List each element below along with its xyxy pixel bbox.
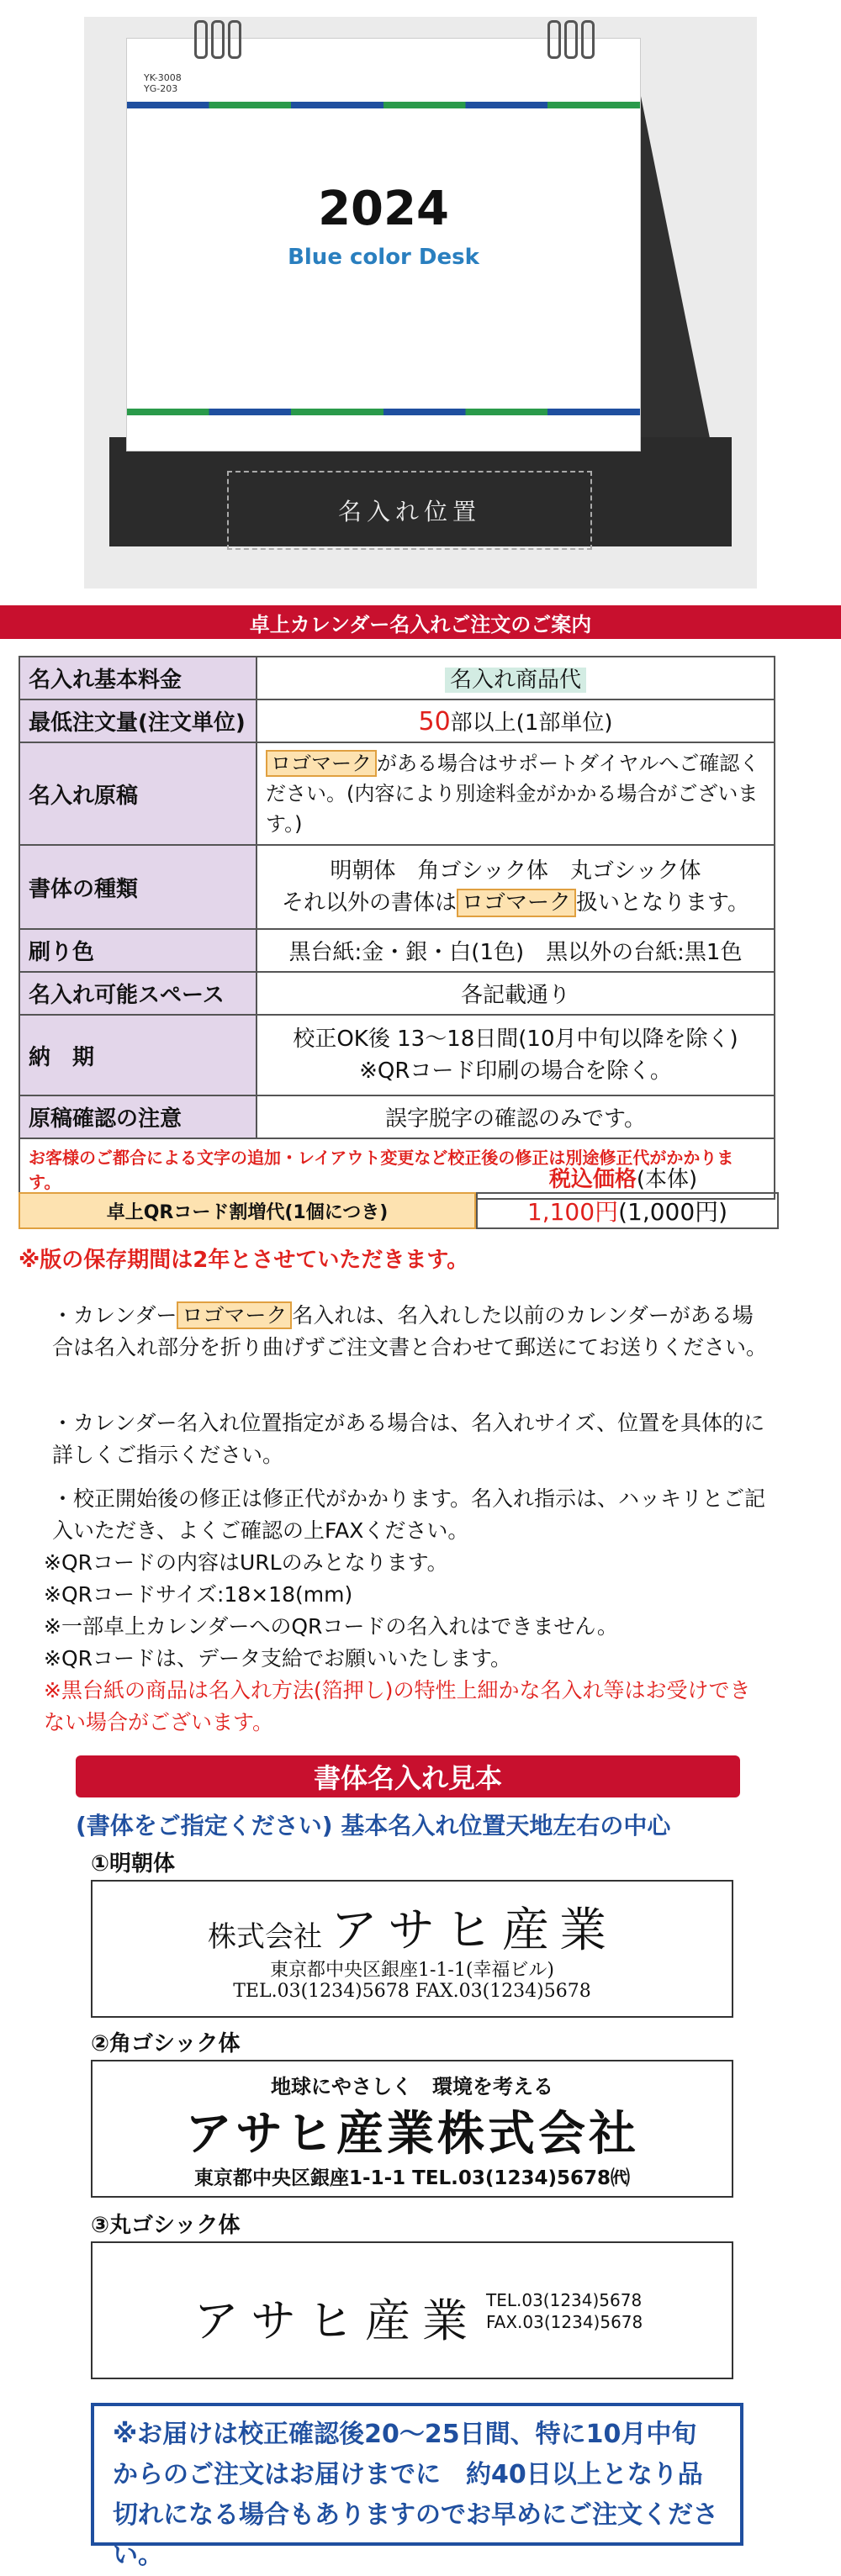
company-fax: FAX.03(1234)5678: [486, 2312, 643, 2332]
row-value: がある場合はサポートダイヤルへご確認ください。(内容により別途料金がかかる場合がございます。): [266, 752, 760, 836]
table-row: [19, 742, 775, 845]
company-address: 東京都中央区銀座1-1-1 TEL.03(1234)5678㈹: [194, 2167, 630, 2189]
ring-icon: [547, 20, 561, 59]
company-address: 東京都中央区銀座1-1-1(幸福ビル): [269, 1960, 555, 1981]
note-qr-data: ※QRコードは、データ支給でお願いいたします。: [44, 1646, 511, 1671]
table-row: [19, 845, 775, 929]
order-guide-banner: 卓上カレンダー名入れご注文のご案内: [0, 605, 841, 639]
font-list: 明朝体 角ゴシック体 丸ゴシック体: [330, 858, 701, 884]
row-value: 扱いとなります。: [576, 890, 749, 916]
row-value: 黒台紙:金・銀・白(1色) 黒以外の台紙:黒1色: [257, 929, 775, 972]
calendar-product-name: Blue color Desk: [288, 245, 479, 270]
logo-mark-tag: ロゴマーク: [266, 750, 377, 777]
row-header: 原稿確認の注意: [19, 1095, 257, 1138]
company-name: アサヒ産業: [331, 1903, 616, 1958]
row-value: 各記載通り: [257, 972, 775, 1015]
company-name: アサヒ産業: [193, 2294, 479, 2347]
price-label: 税込価格(本体): [548, 1167, 698, 1192]
company-name: アサヒ産業株式会社: [185, 2107, 639, 2162]
table-row: [19, 1015, 775, 1095]
table-row: [19, 972, 775, 1015]
row-value: 誤字脱字の確認のみです。: [257, 1095, 775, 1138]
min-quantity: 50: [418, 707, 451, 736]
note-qr-size: ※QRコードサイズ:18×18(mm): [44, 1582, 353, 1607]
ring-icon: [581, 20, 595, 59]
qr-surcharge-label: 卓上QRコード割増代(1個につき): [19, 1192, 476, 1229]
ring-icon: [211, 20, 225, 59]
product-code: YK-3008 YG-203: [144, 72, 182, 94]
delivery-notice: ※お届けは校正確認後20～25日間、特に10月中旬からのご注文はお届けまでに 約40日以上となり品切れになる場合もありますのでお早めにご注文ください。: [91, 2403, 743, 2546]
sample-box-mincho: [91, 1880, 733, 2018]
sample-label-mincho: ①明朝体: [91, 1851, 176, 1877]
company-prefix: 株式会社: [208, 1920, 322, 1954]
delivery-note: ※QRコード印刷の場合を除く。: [359, 1058, 672, 1084]
ring-icon: [564, 20, 578, 59]
note-black-board: ※黒台紙の商品は名入れ方法(箔押し)の特性上細かな名入れ等はお受けできない場合がございます。: [44, 1678, 751, 1734]
row-header: 名入れ基本料金: [19, 657, 257, 699]
row-header: 名入れ原稿: [19, 742, 257, 845]
revision-warning: お客様のご都合による文字の追加・レイアウト変更など校正後の修正は別途修正代がかかります。: [19, 1138, 775, 1199]
row-header: 最低注文量(注文単位): [19, 699, 257, 742]
sample-label-maru: ③丸ゴシック体: [91, 2213, 241, 2238]
font-sample-subtitle: (書体をご指定ください) 基本名入れ位置天地左右の中心: [76, 1812, 671, 1840]
top-stripe: [127, 102, 640, 108]
row-value: それ以外の書体は: [282, 890, 458, 916]
row-header: 刷り色: [19, 929, 257, 972]
ring-icon: [228, 20, 241, 59]
row-header: 名入れ可能スペース: [19, 972, 257, 1015]
plate-retention-note: ※版の保存期間は2年とさせていただきます。: [19, 1248, 469, 1273]
company-tel: TEL.03(1234)5678 FAX.03(1234)5678: [233, 1981, 591, 2002]
font-sample-title: 書体名入れ見本: [76, 1755, 740, 1797]
delivery-period: 校正OK後 13～18日間(10月中旬以降を除く): [293, 1027, 738, 1052]
company-tel: TEL.03(1234)5678: [486, 2290, 643, 2310]
sample-label-kaku: ②角ゴシック体: [91, 2031, 241, 2056]
logo-mark-tag: ロゴマーク: [457, 889, 576, 917]
note-qr-limit: ※一部卓上カレンダーへのQRコードの名入れはできません。: [44, 1614, 618, 1639]
sample-box-kaku: [91, 2060, 733, 2198]
table-row: [19, 657, 775, 699]
logo-mark-tag: ロゴマーク: [177, 1301, 292, 1329]
name-area: 名入れ位置: [227, 471, 592, 550]
calendar-year: 2024: [318, 182, 449, 236]
row-value: 名入れ商品代: [445, 668, 586, 693]
note-position: ・カレンダー名入れ位置指定がある場合は、名入れサイズ、位置を具体的に詳しくご指示ください。: [52, 1411, 765, 1467]
order-info-table: [19, 656, 775, 1200]
note-logo-mark: ・カレンダー ロゴマーク 名入れは、名入れした以前のカレンダーがある場合は名入れ部分を折り曲げずご注文書と合わせて郵送にてお送りください。: [52, 1303, 768, 1359]
qr-surcharge-price: 1,100円 (1,000円): [476, 1192, 779, 1229]
ring-icon: [194, 20, 208, 59]
bottom-stripe: [127, 409, 640, 415]
table-row: [19, 929, 775, 972]
row-value: 部以上(1部単位): [450, 710, 613, 736]
calendar-page: [126, 38, 641, 451]
note-revision: ・校正開始後の修正は修正代がかかります。名入れ指示は、ハッキリとご記入いただき、よくご確認の上FAXください。: [52, 1486, 766, 1543]
table-row: [19, 699, 775, 742]
company-tagline: 地球にやさしく 環境を考える: [271, 2075, 553, 2098]
sample-box-maru: [91, 2241, 733, 2379]
row-header: 書体の種類: [19, 845, 257, 929]
table-row: [19, 1095, 775, 1138]
note-qr-content: ※QRコードの内容はURLのみとなります。: [44, 1550, 448, 1575]
row-header: 納 期: [19, 1015, 257, 1095]
